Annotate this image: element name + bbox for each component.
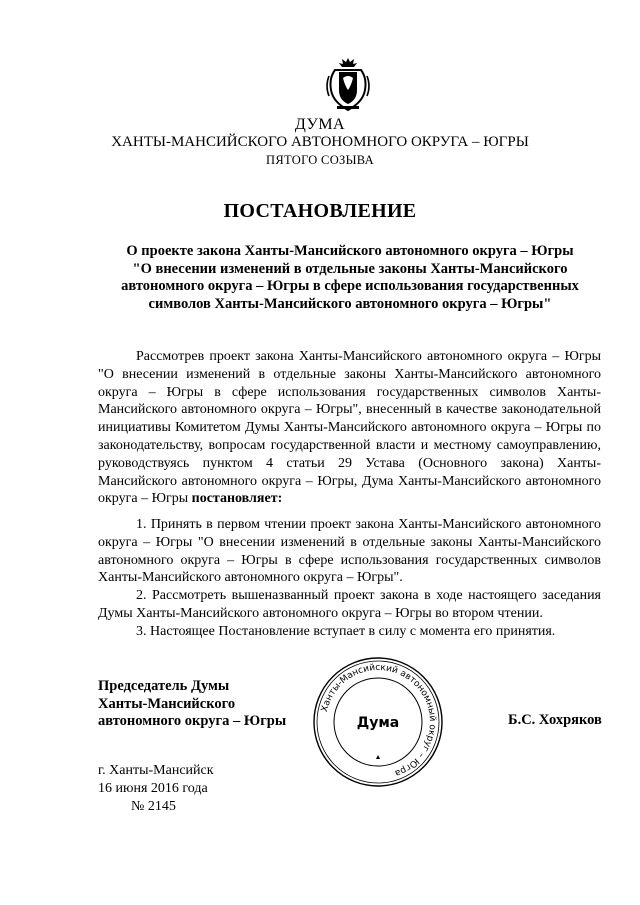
- convocation-label: ПЯТОГО СОЗЫВА: [266, 153, 374, 167]
- subject-line: автономного округа – Югры в сфере использования государственных: [121, 278, 579, 294]
- signer-title-line: автономного округа – Югры: [98, 713, 287, 729]
- signer-name: Б.С. Хохряков: [508, 712, 602, 728]
- subject-line: О проекте закона Ханты-Мансийского автономного округа – Югры: [126, 243, 574, 259]
- document-type: ПОСТАНОВЛЕНИЕ: [223, 200, 417, 222]
- document-subject: [95, 243, 605, 313]
- coat-of-arms-icon: [323, 56, 373, 112]
- organization-subtitle: ХАНТЫ-МАНСИЙСКОГО АВТОНОМНОГО ОКРУГА – ЮГРЫ: [111, 134, 529, 150]
- signer-title-line: Председатель Думы: [98, 678, 230, 694]
- preamble-text: Рассмотрев проект закона Ханты-Мансийского автономного округа – Югры "О внесении изменений в отдельные законы Ханты-Мансийского автономного округа – Югры в сфере использования государственных символов Ханты-Мансийского автономного округа – Югры", внесенный в качестве законодательной инициативы Комитетом Думы Ханты-Мансийского автономного округа – Югры по законодательству, вопросам государственной власти и местному самоуправлению, руководствуясь пунктом 4 статьи 29 Устава (Основного закона) Ханты-Мансийского автономного округа – Югры, Дума Ханты-Мансийского автономного округа – Югры: [98, 349, 601, 507]
- subject-line: "О внесении изменений в отдельные законы Ханты-Мансийского: [132, 260, 568, 277]
- place-of-adoption: г. Ханты-Мансийск: [98, 763, 214, 778]
- resolution-item: 3. Настоящее Постановление вступает в силу с момента его принятия.: [136, 623, 556, 639]
- adoption-date: 16 июня 2016 года: [98, 781, 208, 796]
- document-number: № 2145: [131, 799, 176, 814]
- seal-ring-text: Ханты-Мансийский автономный округ – Югра: [320, 662, 438, 778]
- resolution-items: [98, 516, 601, 641]
- signer-title-line: Ханты-Мансийского: [98, 695, 236, 712]
- signer-title: [98, 678, 286, 731]
- resolves-keyword: постановляет:: [191, 491, 283, 507]
- subject-line: символов Ханты-Мансийского автономного округа – Югры": [148, 295, 552, 312]
- resolution-item: 1. Принять в первом чтении проект закона Ханты-Мансийского автономного округа – Югры "О внесении изменений в отдельные законы Ханты-Мансийского автономного округа – Югры в сфере использования государственных символов Ханты-Мансийского автономного округа – Югры".: [98, 517, 601, 586]
- seal-center-text: Дума: [356, 715, 400, 731]
- preamble-paragraph: [98, 348, 601, 508]
- organization-title: ДУМА: [294, 116, 346, 133]
- official-seal-stamp: [311, 655, 445, 789]
- document-footer: [98, 762, 214, 816]
- resolution-item: 2. Рассмотреть вышеназванный проект закона в ходе настоящего заседания Думы Ханты-Мансийского автономного округа – Югры во втором чтении.: [98, 588, 601, 621]
